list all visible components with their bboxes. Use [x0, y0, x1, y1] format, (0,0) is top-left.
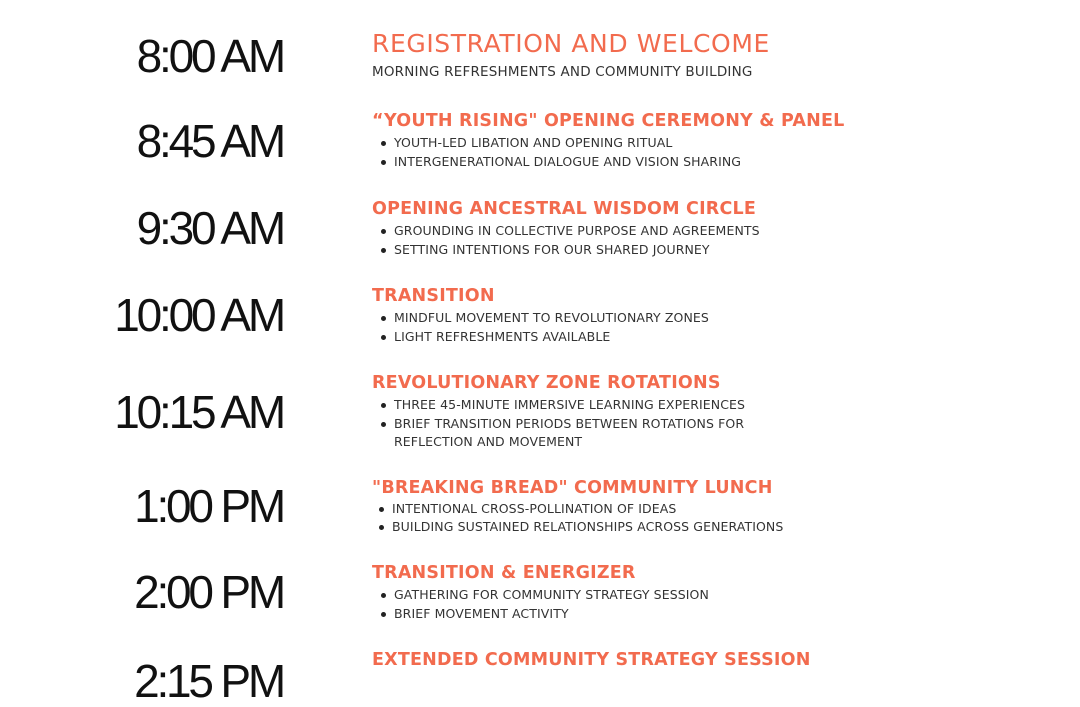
session-title: REGISTRATION AND WELCOME	[372, 29, 770, 58]
bullet-item: YOUTH-LED LIBATION AND OPENING RITUAL	[381, 134, 741, 153]
session-bullets	[381, 396, 745, 452]
session-title: OPENING ANCESTRAL WISDOM CIRCLE	[372, 199, 757, 219]
bullet-item-continuation: REFLECTION AND MOVEMENT	[394, 434, 583, 449]
session-bullets	[379, 500, 783, 535]
bullet-dot-icon	[381, 335, 386, 340]
bullet-dot-icon	[381, 141, 386, 146]
bullet-dot-icon	[379, 525, 384, 530]
bullet-item: BRIEF TRANSITION PERIODS BETWEEN ROTATIONS FOR	[381, 415, 745, 434]
bullet-item: BRIEF MOVEMENT ACTIVITY	[381, 605, 709, 624]
time-label: 8:45 AM	[136, 115, 283, 167]
bullet-dot-icon	[379, 507, 384, 512]
bullet-item: THREE 45-MINUTE IMMERSIVE LEARNING EXPERIENCES	[381, 396, 745, 415]
bullet-dot-icon	[381, 316, 386, 321]
bullet-dot-icon	[381, 612, 386, 617]
session-title: EXTENDED COMMUNITY STRATEGY SESSION	[372, 650, 811, 670]
session-bullets	[381, 586, 709, 623]
bullet-dot-icon	[381, 229, 386, 234]
session-bullets	[381, 134, 741, 171]
session-title: “YOUTH RISING" OPENING CEREMONY & PANEL	[372, 111, 845, 131]
time-label: 9:30 AM	[136, 202, 283, 254]
time-label: 10:15 AM	[114, 386, 283, 438]
time-label: 8:00 AM	[136, 30, 283, 82]
session-title: "BREAKING BREAD" COMMUNITY LUNCH	[372, 478, 773, 498]
bullet-dot-icon	[381, 593, 386, 598]
time-label: 1:00 PM	[134, 480, 283, 532]
session-subtitle: MORNING REFRESHMENTS AND COMMUNITY BUILDING	[372, 64, 753, 80]
bullet-item: MINDFUL MOVEMENT TO REVOLUTIONARY ZONES	[381, 309, 709, 328]
bullet-item: BUILDING SUSTAINED RELATIONSHIPS ACROSS GENERATIONS	[379, 518, 783, 536]
bullet-item: INTERGENERATIONAL DIALOGUE AND VISION SHARING	[381, 153, 741, 172]
session-title: TRANSITION	[372, 286, 495, 306]
session-bullets	[381, 222, 760, 259]
bullet-item: SETTING INTENTIONS FOR OUR SHARED JOURNEY	[381, 241, 760, 260]
bullet-item: GATHERING FOR COMMUNITY STRATEGY SESSION	[381, 586, 709, 605]
session-title: TRANSITION & ENERGIZER	[372, 563, 636, 583]
bullet-dot-icon	[381, 248, 386, 253]
bullet-item: INTENTIONAL CROSS-POLLINATION OF IDEAS	[379, 500, 783, 518]
time-label: 10:00 AM	[114, 289, 283, 341]
bullet-dot-icon	[381, 403, 386, 408]
bullet-dot-icon	[381, 160, 386, 165]
session-bullets	[381, 309, 709, 346]
bullet-item: GROUNDING IN COLLECTIVE PURPOSE AND AGREEMENTS	[381, 222, 760, 241]
time-label: 2:15 PM	[134, 655, 283, 707]
session-title: REVOLUTIONARY ZONE ROTATIONS	[372, 373, 721, 393]
time-label: 2:00 PM	[134, 566, 283, 618]
bullet-item: LIGHT REFRESHMENTS AVAILABLE	[381, 328, 709, 347]
bullet-dot-icon	[381, 422, 386, 427]
